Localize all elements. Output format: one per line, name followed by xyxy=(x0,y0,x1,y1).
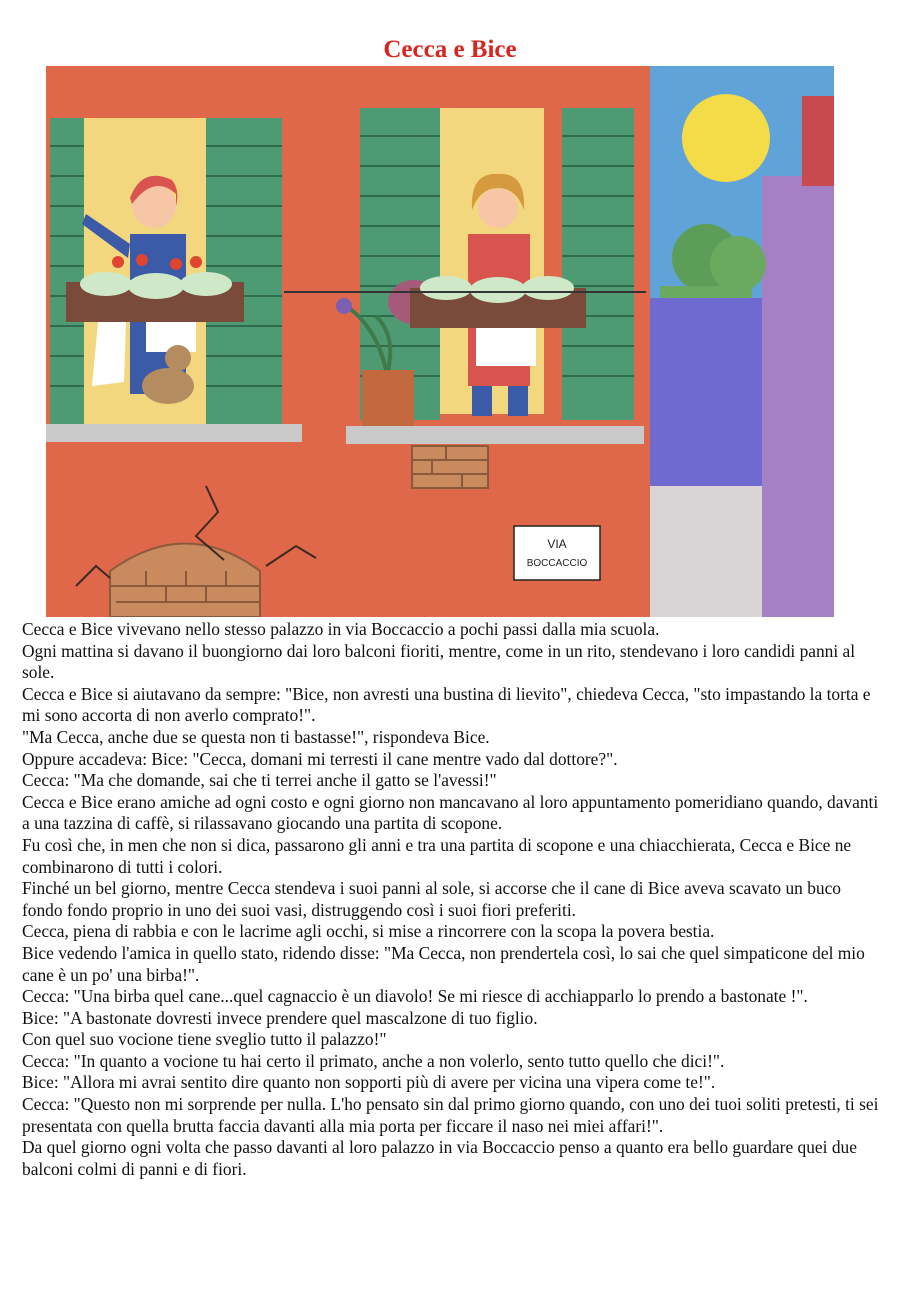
story-paragraph: Cecca: "Una birba quel cane...quel cagnaccio è un diavolo! Se mi riesce di acchiapparlo lo prendo a bastonate !". xyxy=(22,986,808,1007)
story-paragraph: Ogni mattina si davano il buongiorno dai loro balconi fioriti, mentre, come in un rito, stendevano i loro candidi panni al sole. xyxy=(22,640,856,683)
story-title: Cecca e Bice xyxy=(383,36,517,63)
story-paragraph: Cecca e Bice vivevano nello stesso palazzo in via Boccaccio a pochi passi dalla mia scuola. xyxy=(22,619,660,639)
right-shutter-right xyxy=(562,108,634,420)
purple-building xyxy=(762,176,834,617)
story-paragraph: "Ma Cecca, anche due se questa non ti bastasse!", rispondeva Bice. xyxy=(22,726,490,747)
story-paragraph: Con quel suo vocione tiene sveglio tutto il palazzo!" xyxy=(22,1029,387,1050)
story-paragraph: Fu così che, in men che non si dica, passarono gli anni e tra una partita di scopone e una chiacchierata, Cecca e Bice ne combinarono di tutti i colori. xyxy=(22,834,852,877)
story-paragraph: Bice: "A bastonate dovresti invece prendere quel mascalzone di tuo figlio. xyxy=(22,1007,538,1028)
moon-icon xyxy=(682,94,770,182)
street-sign-line2: BOCCACCIO xyxy=(526,558,588,569)
grey-block xyxy=(650,486,762,617)
flower-pot xyxy=(362,370,414,426)
bice-head xyxy=(478,188,518,228)
palace-illustration xyxy=(46,66,834,617)
story-paragraph: Da quel giorno ogni volta che passo davanti al loro palazzo in via Boccaccio penso a quanto era bello guardare quei due balconi colmi di panni e di fiori. xyxy=(22,1137,857,1179)
right-sill xyxy=(346,426,644,444)
street-sign-line1: VIA xyxy=(547,537,567,551)
story-paragraph: Cecca: "In quanto a vocione tu hai certo il primato, anche a non volerlo, sento tutto quello che dici!". xyxy=(22,1050,725,1071)
left-sill xyxy=(46,424,302,442)
blue-panel xyxy=(650,298,762,486)
story-paragraph: Cecca e Bice erano amiche ad ogni costo e ogni giorno non mancavano al loro appuntamento pomeridiano quando, davanti a una tazzina di caffè, si rilassavano giocando una partita di scopone. xyxy=(22,791,879,834)
story-paragraph: Finché un bel giorno, mentre Cecca stendeva i suoi panni al sole, si accorse che il cane di Bice aveva scavato un buco fondo fondo proprio in uno dei suoi vasi, distruggendo così i suoi fiori preferiti. xyxy=(22,878,841,920)
street-sign xyxy=(514,526,600,580)
story-text xyxy=(22,619,882,1180)
red-chimney xyxy=(802,96,834,186)
story-paragraph: Cecca, piena di rabbia e con le lacrime agli occhi, si mise a rincorrere con la scopa la povera bestia. xyxy=(22,921,715,942)
dog-icon xyxy=(142,368,194,404)
story-paragraph: Cecca e Bice si aiutavano da sempre: "Bice, non avresti una bustina di lievito", chiedeva Cecca, "sto impastando la torta e mi sono accorta di non averlo comprato!". xyxy=(22,683,871,726)
brick-patch xyxy=(412,446,488,488)
left-shutter-inner xyxy=(206,118,282,424)
story-paragraph: Bice: "Allora mi avrai sentito dire quanto non sopporti più di avere per vicina una vipera come te!". xyxy=(22,1072,716,1093)
story-paragraph: Bice vedendo l'amica in quello stato, ridendo disse: "Ma Cecca, non prendertela così, lo sai che quel simpaticone del mio cane è un po' una birba!". xyxy=(22,942,865,985)
story-paragraph: Oppure accadeva: Bice: "Cecca, domani mi terresti il cane mentre vado dal dottore?". xyxy=(22,748,618,769)
story-paragraph: Cecca: "Questo non mi sorprende per nulla. L'ho pensato sin dal primo giorno quando, con uno dei tuoi soliti pretesti, ti sei presentata con quella brutta faccia davanti alla mia porta per ficcare il naso nei miei affari!". xyxy=(22,1094,879,1136)
left-shutter-outer xyxy=(50,118,84,424)
story-paragraph: Cecca: "Ma che domande, sai che ti terrei anche il gatto se l'avessi!" xyxy=(22,770,497,791)
